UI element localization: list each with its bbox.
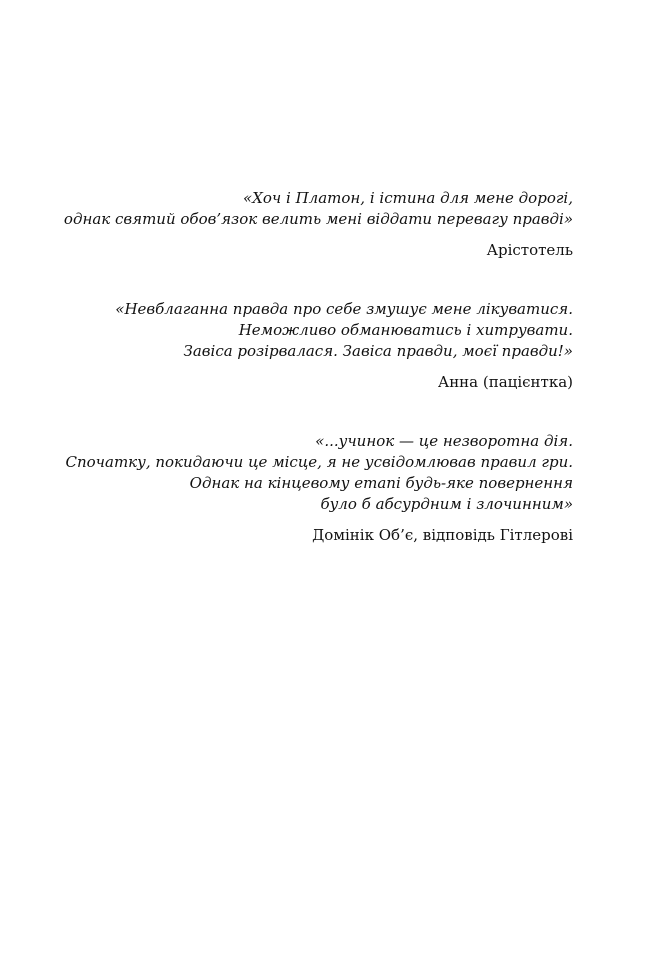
- epigraph-attribution: Анна (пацієнтка): [437, 373, 573, 391]
- epigraph-attribution: Арістотель: [486, 241, 573, 259]
- quote-line: було б абсурдним і злочинним»: [320, 495, 573, 513]
- quote-line: «Хоч і Платон, і істина для мене дорогі,: [243, 189, 573, 207]
- quote-line: Спочатку, покидаючи це місце, я не усвідомлював правил гри.: [65, 453, 573, 471]
- epigraph-attribution: Домінік Об’є, відповідь Гітлерові: [312, 526, 573, 544]
- quote-line: «Невблаганна правда про себе змушує мене лікуватися.: [115, 300, 573, 318]
- quote-line: Неможливо обманюватись і хитрувати.: [238, 321, 573, 339]
- epigraph-aubier: [53, 431, 573, 546]
- quote-line: «...учинок — це незворотна дія.: [315, 432, 573, 450]
- epigraph-anna: [53, 299, 573, 393]
- quote-line: однак святий обов’язок велить мені віддати перевагу правді»: [63, 210, 573, 228]
- quote-line: Однак на кінцевому етапі будь-яке повернення: [189, 474, 573, 492]
- epigraphs-block: [53, 188, 573, 546]
- epigraph-aristotle: [53, 188, 573, 261]
- quote-line: Завіса розірвалася. Завіса правди, моєї правди!»: [183, 342, 573, 360]
